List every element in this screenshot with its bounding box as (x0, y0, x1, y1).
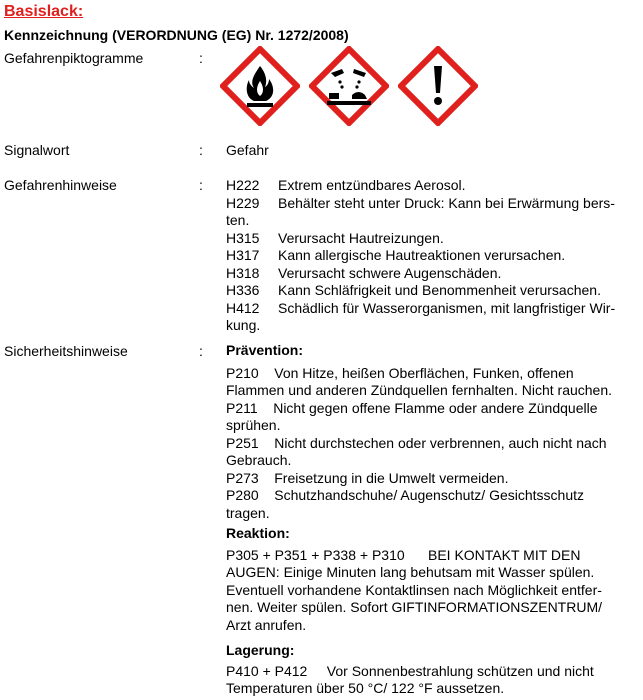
pictogram-row (220, 46, 478, 126)
prevention-line: Flammen und anderen Zündquellen fernhalten. Nicht rauchen. (226, 382, 613, 398)
prevention-line: P210 Von Hitze, heißen Oberflächen, Funken, offenen (226, 364, 574, 381)
hazard-text: Schädlich für Wasserorganismen, mit langfristiger Wir- (278, 299, 616, 316)
precautionary-statements-label: Sicherheitshinweise (4, 343, 128, 359)
prevention-title: Prävention: (226, 342, 304, 358)
hazard-continuation: ten. (226, 212, 250, 228)
storage-line: P410 + P412 Vor Sonnenbestrahlung schützen und nicht (226, 662, 594, 679)
signal-word-colon: : (199, 142, 203, 158)
prevention-line: sprühen. (226, 417, 281, 433)
hazard-statements-label: Gefahrenhinweise (4, 177, 117, 193)
hazard-text: Kann allergische Hautreaktionen verursachen. (278, 247, 566, 263)
pictograms-label: Gefahrenpiktogramme (4, 50, 144, 66)
reaction-line: P305 + P351 + P338 + P310 BEI KONTAKT MIT DEN (226, 546, 581, 563)
prevention-line: P251 Nicht durchstechen oder verbrennen, auch nicht nach (226, 434, 607, 451)
hazard-code: H412 (226, 299, 260, 316)
storage-title: Lagerung: (226, 642, 295, 658)
hazard-item (226, 195, 636, 213)
reaction-line: AUGEN: Einige Minuten lang behutsam mit Wasser spülen. (226, 564, 595, 580)
hazard-item (226, 247, 636, 265)
exclamation-icon (398, 46, 478, 126)
hazard-continuation: kung. (226, 317, 261, 333)
hazard-code: H222 (226, 177, 260, 193)
hazard-text: Extrem entzündbares Aerosol. (278, 177, 466, 193)
storage-section (226, 642, 638, 698)
prevention-line: P273 Freisetzung in die Umwelt vermeiden. (226, 469, 509, 486)
reaction-line: nen. Weiter spülen. Sofort GIFTINFORMATIONSZENTRUM/ (226, 599, 602, 615)
prevention-section (226, 342, 638, 522)
signal-word-label: Signalwort (4, 142, 70, 158)
hazard-text: Verursacht Hautreizungen. (278, 229, 444, 246)
hazard-code: H318 (226, 264, 260, 281)
section-heading: Basislack: (4, 3, 84, 20)
storage-line: Temperaturen über 50 °C/ 122 °F aussetzen. (226, 680, 505, 696)
prevention-line: P280 Schutzhandschuhe/ Augenschutz/ Gesichtsschutz (226, 487, 584, 503)
hazard-statements-list (226, 177, 636, 335)
pictograms-colon: : (199, 50, 203, 66)
hazard-text: Kann Schläfrigkeit und Benommenheit verursachen. (278, 282, 601, 298)
hazard-text: Behälter steht unter Druck: Kann bei Erwärmung bers- (278, 194, 615, 211)
corrosion-icon (309, 46, 389, 126)
hazard-code: H317 (226, 247, 260, 263)
hazard-code: H336 (226, 282, 260, 298)
flame-icon (220, 46, 300, 126)
precautionary-statements-colon: : (199, 343, 203, 359)
reaction-line: Eventuell vorhandene Kontaktlinsen nach Möglichkeit entfer- (226, 581, 602, 598)
signal-word-value: Gefahr (226, 142, 269, 158)
reaction-title: Reaktion: (226, 525, 290, 541)
hazard-item (226, 282, 636, 300)
reaction-section (226, 525, 638, 634)
reaction-line: Arzt anrufen. (226, 616, 307, 633)
hazard-text: Verursacht schwere Augenschäden. (278, 264, 502, 281)
prevention-line: Gebrauch. (226, 452, 292, 468)
prevention-line: P211 Nicht gegen offene Flamme oder andere Zündquelle (226, 399, 598, 416)
prevention-line: tragen. (226, 504, 270, 521)
hazard-item (226, 230, 636, 248)
hazard-statements-colon: : (199, 177, 203, 193)
hazard-item (226, 300, 636, 318)
hazard-code: H315 (226, 229, 260, 246)
hazard-item (226, 265, 636, 283)
classification-title: Kennzeichnung (VERORDNUNG (EG) Nr. 1272/2008) (4, 27, 349, 43)
hazard-item (226, 177, 636, 195)
hazard-code: H229 (226, 194, 260, 211)
